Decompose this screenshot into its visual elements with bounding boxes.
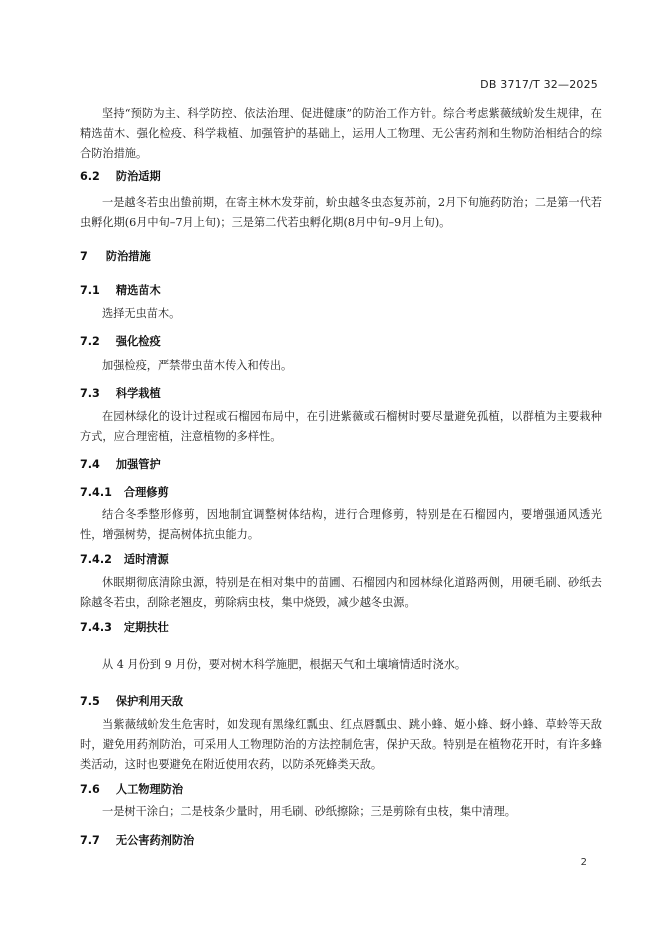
chapter-title: 防治措施 (105, 250, 151, 263)
section-number: 7.1 (80, 284, 100, 297)
section-number: 7.4.2 (80, 553, 112, 566)
section-title: 精选苗木 (115, 284, 161, 297)
section-7-2-text: 加强检疫，严禁带虫苗木传入和传出。 (102, 359, 293, 372)
section-number: 7.7 (80, 834, 100, 847)
section-7-7-heading (80, 832, 194, 848)
section-title: 保护利用天敌 (115, 695, 184, 708)
section-7-4-heading (80, 456, 161, 472)
section-title: 科学栽植 (115, 387, 161, 400)
section-7-6-heading (80, 781, 183, 797)
section-number: 7.5 (80, 695, 100, 708)
section-7-4-3-text: 从 4 月份到 9 月份，要对树木科学施肥，根据天气和土壤墒情适时浇水。 (102, 658, 467, 671)
section-6-2-heading (80, 168, 161, 184)
section-number: 7.3 (80, 387, 100, 400)
section-title: 合理修剪 (123, 486, 169, 499)
page-number: 2 (580, 857, 587, 868)
section-number: 6.2 (80, 170, 100, 183)
section-7-4-3-heading (80, 619, 169, 635)
section-7-3-text: 在园林绿化的设计过程或石榴园布局中，在引进紫薇或石榴树时要尽量避免孤植，以群植为主要栽种方式，应合理密植，注意植物的多样性。 (80, 410, 602, 443)
section-7-5-text: 当紫薇绒蚧发生危害时，如发现有黑缘红瓢虫、红点唇瓢虫、跳小蜂、姬小蜂、蚜小蜂、草蛉等天敌时，避免用药剂防治，可采用人工物理防治的方法控制危害，保护天敌。特别是在植物花开时，有许多蜂类活动，这时也要避免在附近使用农药，以防杀死蜂类天敌。 (80, 718, 602, 771)
intro-paragraph: 坚持“预防为主、科学防控、依法治理、促进健康”的防治工作方针。综合考虑紫薇绒蚧发生规律，在精选苗木、强化检疫、科学栽植、加强管护的基础上，运用人工物理、无公害药剂和生物防治相结合的综合防治措施。 (80, 107, 602, 160)
section-number: 7.4.1 (80, 486, 112, 499)
section-7-5-heading (80, 693, 183, 709)
section-7-1-text: 选择无虫苗木。 (102, 307, 181, 320)
section-title: 人工物理防治 (115, 783, 184, 796)
section-title: 防治适期 (115, 170, 161, 183)
section-7-4-1-heading (80, 484, 169, 500)
section-7-6-text: 一是树干涂白；二是枝条少量时，用毛刷、砂纸擦除；三是剪除有虫枝，集中清理。 (102, 805, 516, 818)
chapter-7-heading (80, 248, 151, 264)
section-7-4-2-heading (80, 551, 169, 567)
section-title: 适时清源 (123, 553, 169, 566)
section-7-4-1-text: 结合冬季整形修剪，因地制宜调整树体结构，进行合理修剪，特别是在石榴园内，要增强通风透光性，增强树势，提高树体抗虫能力。 (80, 508, 602, 541)
section-title: 加强管护 (115, 458, 161, 471)
section-number: 7.4 (80, 458, 100, 471)
section-7-4-2-text: 休眠期彻底清除虫源，特别是在相对集中的苗圃、石榴园内和园林绿化道路两侧，用硬毛刷、砂纸去除越冬若虫，刮除老翘皮，剪除病虫枝，集中烧毁，减少越冬虫源。 (80, 576, 602, 609)
section-title: 无公害药剂防治 (115, 834, 195, 847)
section-7-1-heading (80, 282, 161, 298)
section-7-3-heading (80, 385, 161, 401)
document-code: DB 3717/T 32—2025 (480, 78, 598, 91)
section-number: 7.2 (80, 335, 100, 348)
section-number: 7.6 (80, 783, 100, 796)
section-title: 定期扶壮 (123, 621, 169, 634)
section-title: 强化检疫 (115, 335, 161, 348)
section-number: 7.4.3 (80, 621, 112, 634)
chapter-number: 7 (80, 250, 88, 263)
section-6-2-text: 一是越冬若虫出蛰前期，在寄主林木发芽前，蚧虫越冬虫态复苏前，2月下旬施药防治；二是第一代若虫孵化期(6月中旬–7月上旬)；三是第二代若虫孵化期(8月中旬–9月上旬)。 (80, 196, 602, 229)
section-7-2-heading (80, 333, 161, 349)
